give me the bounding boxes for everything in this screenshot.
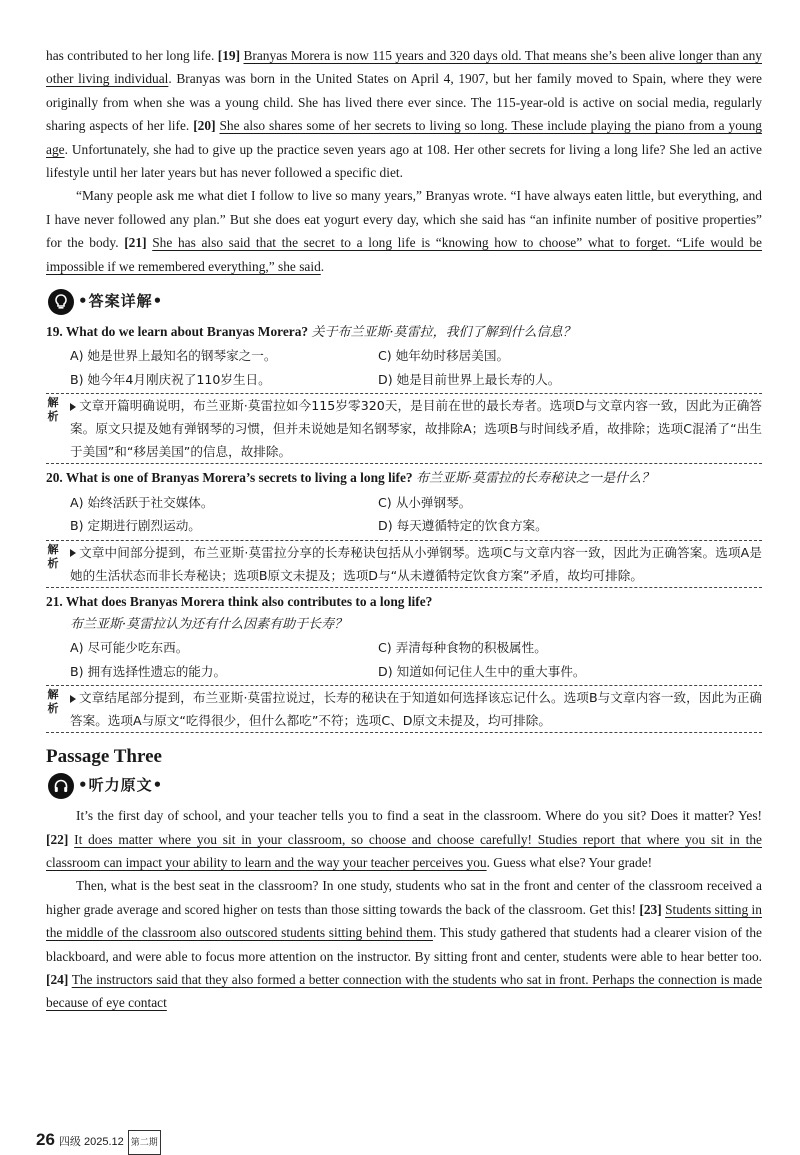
underlined-sentence-24: The instructors said that they also formed a better connection with the students who sat in front. Perhaps the connection is made because of eye contact xyxy=(46,971,763,1011)
passage-paragraph: “Many people ask me what diet I follow to live so many years,” Branyas wrote. “I have always eaten little, but everything, and I have never followed any plan.” But she does eat yogurt every day, which she said has “an infinite number of positive properties” for the body. [21] She has also said that the secret to a long life is “knowing how to choose” what to forget. “Life would be impossible if we remembered everything,” she said. xyxy=(46,188,763,274)
underlined-sentence-23: Students sitting in the middle of the classroom also outscored students sitting behind them xyxy=(46,901,762,941)
answers-section-header xyxy=(46,287,762,317)
section-title: •答案详解• xyxy=(78,292,164,311)
options xyxy=(46,344,762,391)
question-stem-cn: 布兰亚斯·莫雷拉认为还有什么因素有助于长寿？ xyxy=(70,616,348,632)
option: D) 知道如何记住人生中的重大事件。 xyxy=(378,663,586,679)
analysis-tag: 解析 xyxy=(47,396,59,424)
option: D) 每天遵循特定的饮食方案。 xyxy=(378,518,548,534)
passage-title: Passage Three xyxy=(46,746,162,768)
passage-paragraph: Then, what is the best seat in the classroom? In one study, students who sat in the front and center of the classroom received a higher grade average and scored higher on tests than those sitting towards the back of the classroom. Get this! [23] Students sitting in the middle of the classroom also outscored students sitting behind them. This study gathered that students had a clearer vision of the blackboard, and were able to focus more attention on the instructor. By sitting front and center, students were able to hear better too. [24] The instructors said that they also formed a better connection with the students who sat in front. Perhaps the connection is made because of eye contact xyxy=(46,878,763,1011)
issue-badge: 第二期 xyxy=(128,1130,161,1155)
question-marker-24: [24] xyxy=(46,971,69,987)
question-number: 21. xyxy=(46,593,63,609)
underlined-sentence-19: Branyas Morera is now 115 years and 320 days old. That means she’s been alive longer than any other living individual xyxy=(46,48,762,87)
page-content xyxy=(46,44,762,1015)
passage-paragraph: It’s the first day of school, and your teacher tells you to find a seat in the classroom. Where do you sit? Does it matter? Yes! [22] It does matter where you sit in your classroom, so choose and choose carefully! Studies report that where you sit in the classroom can impact your ability to learn and the way your teacher perceives you. Guess what else? Your grade! xyxy=(46,808,762,870)
question-number: 19. xyxy=(46,324,63,340)
question-stem-cn: 布兰亚斯·莫雷拉的长寿秘诀之一是什么？ xyxy=(415,471,655,487)
option: A) 她是世界上最知名的钢琴家之一。 xyxy=(70,348,277,364)
lightbulb-icon xyxy=(48,289,74,315)
script-section-header xyxy=(46,771,762,801)
question-marker-19: [19] xyxy=(217,48,241,63)
question-marker-22: [22] xyxy=(46,831,69,847)
options xyxy=(46,636,762,683)
analysis-text: 文章开篇明确说明，布兰亚斯·莫雷拉如今115岁零320天，是目前在世的最长寿者。选项D与文章内容一致，因此为正确答案。原文只提及她有弹钢琴的习惯，但并未说她是知名钢琴家，故排除A；选项B与时间线矛盾，故排除；选项C混淆了“出生于美国”和“移居美国”的信息，故排除。 xyxy=(70,398,762,460)
underlined-sentence-22: It does matter where you sit in your classroom, so choose and choose carefully! Studies report that where you sit in the classroom can impact your ability to learn and the way your teacher perceives you xyxy=(46,831,762,870)
analysis-box xyxy=(46,540,762,588)
option: A) 始终活跃于社交媒体。 xyxy=(70,494,214,510)
analysis-tag: 解析 xyxy=(47,688,59,716)
arrow-icon xyxy=(70,549,76,557)
underlined-sentence-21: She has also said that the secret to a long life is “knowing how to choose” what to forget. “Life would be impossible if we remembered everything,” she said xyxy=(46,235,763,274)
section-title: •听力原文• xyxy=(78,776,164,795)
question-stem: What do we learn about Branyas Morera? xyxy=(65,324,309,340)
question-marker-23: [23] xyxy=(639,901,662,917)
question-marker-20: [20] xyxy=(193,118,216,134)
question-marker-21: [21] xyxy=(124,235,147,251)
underlined-sentence-20: She also shares some of her secrets to living so long. These include playing the piano from a young age xyxy=(46,118,762,157)
question-20 xyxy=(46,466,762,587)
headphones-icon xyxy=(48,773,74,799)
analysis-tag: 解析 xyxy=(47,542,59,570)
page-number: 26 xyxy=(36,1130,55,1149)
question-number: 20. xyxy=(46,470,63,486)
edition-label: 四级 2025.12 xyxy=(58,1136,124,1148)
question-stem: What is one of Branyas Morera’s secrets to living a long life? xyxy=(65,470,413,486)
options xyxy=(46,491,762,538)
option: A) 尽可能少吃东西。 xyxy=(70,640,189,656)
question-19 xyxy=(46,320,762,464)
question-stem-cn: 关于布兰亚斯·莫雷拉，我们了解到什么信息？ xyxy=(311,325,576,341)
option: B) 定期进行剧烈运动。 xyxy=(70,518,201,534)
question-stem: What does Branyas Morera think also contributes to a long life? xyxy=(65,593,433,609)
analysis-box xyxy=(46,685,762,733)
question-21 xyxy=(46,590,762,734)
analysis-text: 文章结尾部分提到，布兰亚斯·莫雷拉说过，长寿的秘诀在于知道如何选择该忘记什么。选项B与文章内容一致，因此为正确答案。选项A与原文“吃得很少，但什么都吃”不符；选项C、D原文未提及，均可排除。 xyxy=(70,690,762,729)
arrow-icon xyxy=(70,695,76,703)
arrow-icon xyxy=(70,403,76,411)
option: C) 弄清每种食物的积极属性。 xyxy=(378,640,547,656)
analysis-box xyxy=(46,393,762,464)
passage-paragraph: has contributed to her long life. [19] Branyas Morera is now 115 years and 320 days old. That means she’s been alive longer than any other living individual. Branyas was born in the United States on April 4, 1907, but her family moved to Spain, where they were originally from when she was a young child. She has lived there ever since. The 115-year-old is active on social media, regularly sharing aspects of her life. [20] She also shares some of her secrets to living so long. These include playing the piano from a young age. Unfortunately, she had to give up the practice seven years ago at 108. Her other secrets for living a long life? She led an active lifestyle until her later years but has never followed a specific diet. xyxy=(46,48,762,181)
option: C) 从小弹钢琴。 xyxy=(378,494,472,510)
option: C) 她年幼时移居美国。 xyxy=(378,348,510,364)
option: B) 她今年4月刚庆祝了110岁生日。 xyxy=(70,371,271,387)
option: D) 她是目前世界上最长寿的人。 xyxy=(378,371,561,387)
option: B) 拥有选择性遗忘的能力。 xyxy=(70,663,227,679)
analysis-text: 文章中间部分提到，布兰亚斯·莫雷拉分享的长寿秘诀包括从小弹钢琴。选项C与文章内容一致，因此为正确答案。选项A是她的生活状态而非长寿秘诀；选项B原文未提及；选项D与“从未遵循特定饮食方案”矛盾，故均可排除。 xyxy=(70,544,762,583)
